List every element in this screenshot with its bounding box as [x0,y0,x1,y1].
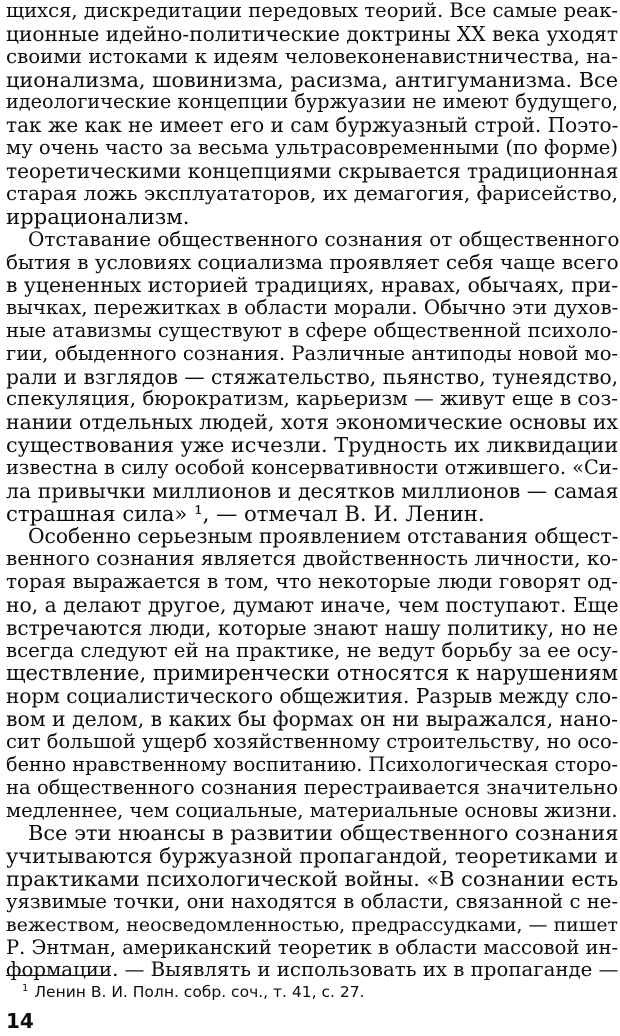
text-line: существования уже исчезли. Трудность их ликвидации [6,433,619,458]
text-line: всегда следуют ей на практике, не ведут борьбу за ее осу- [6,638,618,662]
text-line: венного сознания является двойственность личности, ко- [6,547,618,571]
text-line: Все эти нюансы в развитии общественного сознания [28,821,619,846]
text-line: му очень часто за весьма ультрасовременными (по форме) [6,136,618,160]
text-line: так же как не имеет его и сам буржуазный строй. Поэто- [6,113,619,138]
text-line: формации. — Выявлять и использовать их в пропаганде — [6,958,619,982]
text-line: встречаются люди, которые знают нашу политику, но не [6,615,618,640]
text-line: бенно нравственному воспитанию. Психологическая сторо- [6,752,618,776]
body-text [6,0,618,982]
text-line: старая ложь эксплуататоров, их демагогия, фарисейство, [6,181,618,205]
page-number: 14 [6,1009,34,1033]
text-line: своими истоками к идеям человеконенавистничества, на- [6,44,618,68]
footnote [22,982,602,1002]
text-line: страшная сила» ¹, — отмечал В. И. Ленин. [6,500,485,526]
text-line: известна в силу особой консервативности отжившего. «Си- [6,455,619,479]
text-line: уязвимые точки, они находятся в области, связанной с не- [6,889,618,913]
text-line: Отставание общественного сознания от общественного [28,227,620,252]
footnote-marker: 1 [22,982,29,994]
text-line: ществление, примиренчески относятся к нарушениям [6,660,618,686]
text-line: ционализма, шовинизма, расизма, антигуманизма. Все [6,67,618,92]
text-line: Особенно серьезным проявлением отставания общест- [28,524,619,549]
text-line: медленнее, чем социальные, материальные основы жизни. [6,798,618,822]
text-line: спекуляция, бюрократизм, карьеризм — живут еще в соз- [6,387,618,411]
text-line: сит большой ущерб хозяйственному строительству, но осо- [6,730,619,753]
text-line: Р. Энтман, американский теоретик в области массовой ин- [6,935,619,959]
text-line: ные атавизмы существуют в сфере общественной психоло- [6,318,618,342]
text-line: ционные идейно-политические доктрины XX века уходят [6,21,618,46]
text-line: вычках, пережитках в области морали. Обычно эти духов- [6,295,619,319]
text-line: иррационализм. [6,203,190,229]
footnote-divider [6,975,110,976]
text-line: торая выражается в том, что некоторые люди говорят од- [6,570,618,594]
text-line: учитываются буржуазной пропагандой, теоретиками и [6,844,619,869]
text-line: на общественного сознания перестраивается значительно [6,775,618,799]
text-line: рали и взглядов — стяжательство, пьянство, тунеядство, [6,364,619,389]
text-line: бытия в условиях социализма проявляет себя чаще всего [6,250,619,275]
text-line: вежеством, неосведомленностью, предрассудками, — пишет [6,913,618,936]
text-line: гии, обыденного сознания. Различные антиподы новой мо- [6,341,618,365]
text-line: идеологические концепции буржуазии не имеют будущего, [6,90,619,114]
text-line: теоретическими концепциями скрывается традиционная [6,158,619,183]
text-line: но, а делают другое, думают иначе, чем поступают. Еще [6,592,619,617]
footnote-text: Ленин В. И. Полн. собр. соч., т. 41, с. 27. [34,983,365,1001]
text-line: вом и делом, в каких бы формах он ни выражался, нано- [6,707,618,732]
text-line: нании отдельных людей, хотя экономические основы их [6,410,618,435]
text-line: норм социалистического общежития. Разрыв между сло- [6,684,618,709]
text-line: практиками психологической войны. «В сознании есть [6,867,619,892]
text-line: в уцененных историей традициях, нравах, обычаях, при- [6,273,619,298]
text-line: щихся, дискредитации передовых теорий. Все самые реак- [6,0,618,22]
text-line: ла привычки миллионов и десятков миллионов — самая [6,478,619,503]
